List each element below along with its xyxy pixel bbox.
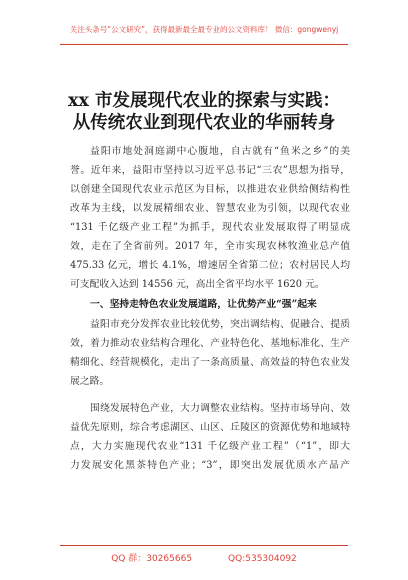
section-heading-1: 一、坚持走特色农业发展道路，让优势产业“强”起来: [90, 299, 317, 310]
footer-qq-group: QQ 群：30265665: [111, 554, 193, 564]
paragraph-1-line: 475.33 亿元，增长 4.1%，增速居全省第二位；农村居民人均: [70, 260, 350, 271]
paragraph-2-line: 益阳市充分发挥农业比较优势，突出调结构、促融合、提质: [90, 319, 350, 330]
paragraph-1-line: 益阳市地处洞庭湖中心腹地，自古就有“鱼米之乡”的美: [90, 146, 350, 157]
header-note: 关注头条号“公文研究”，获得最新最全最专业的公文资料库！ 微信：gongwenyj: [69, 25, 339, 34]
paragraph-3-line: 点，大力实施现代农业“131 千亿级产业工程”（“1”，即大: [70, 441, 350, 452]
paragraph-1-line: 效，走在了全省前列。2017 年，全市实现农林牧渔业总产值: [70, 241, 350, 252]
paragraph-2-line: 精细化、经营规模化，走出了一条高质量、高效益的特色农业发: [70, 357, 350, 368]
paragraph-1-line: “131 千亿级产业工程”为抓手，现代农业发展取得了明显成: [70, 222, 350, 233]
document-title-line-2: 从传统农业到现代农业的华丽转身: [72, 113, 336, 133]
paragraph-2-line: 展之路。: [70, 376, 110, 387]
header-divider: [60, 44, 348, 45]
footer-divider: [60, 545, 348, 546]
paragraph-1-line: 以创建全国现代农业示范区为目标，以推进农业供给侧结构性: [70, 184, 350, 195]
footer: [0, 553, 408, 565]
paragraph-3-line: 益优先原则，综合考虑湖区、山区、丘陵区的资源优势和地域特: [70, 422, 350, 433]
paragraph-1-line: 誉。近年来，益阳市坚持以习近平总书记“三农”思想为指导，: [70, 165, 350, 176]
paragraph-2-line: 效，着力推动农业结构合理化、产业特色化、基地标准化、生产: [70, 338, 350, 349]
footer-qq: QQ:535304092: [228, 554, 297, 564]
paragraph-3-line: 力发展安化黑茶特色产业；“3”，即突出发展优质水产品产: [70, 460, 350, 471]
document-title-line-1: xx 市发展现代农业的探索与实践：: [68, 91, 340, 111]
paragraph-1-line: 可支配收入达到 14556 元，高出全省平均水平 1620 元。: [70, 279, 325, 290]
paragraph-3-line: 围绕发展特色产业，大力调整农业结构。坚持市场导向、效: [90, 403, 350, 414]
paragraph-1-line: 改革为主线，以发展精细农业、智慧农业为引领，以现代农业: [70, 203, 350, 214]
